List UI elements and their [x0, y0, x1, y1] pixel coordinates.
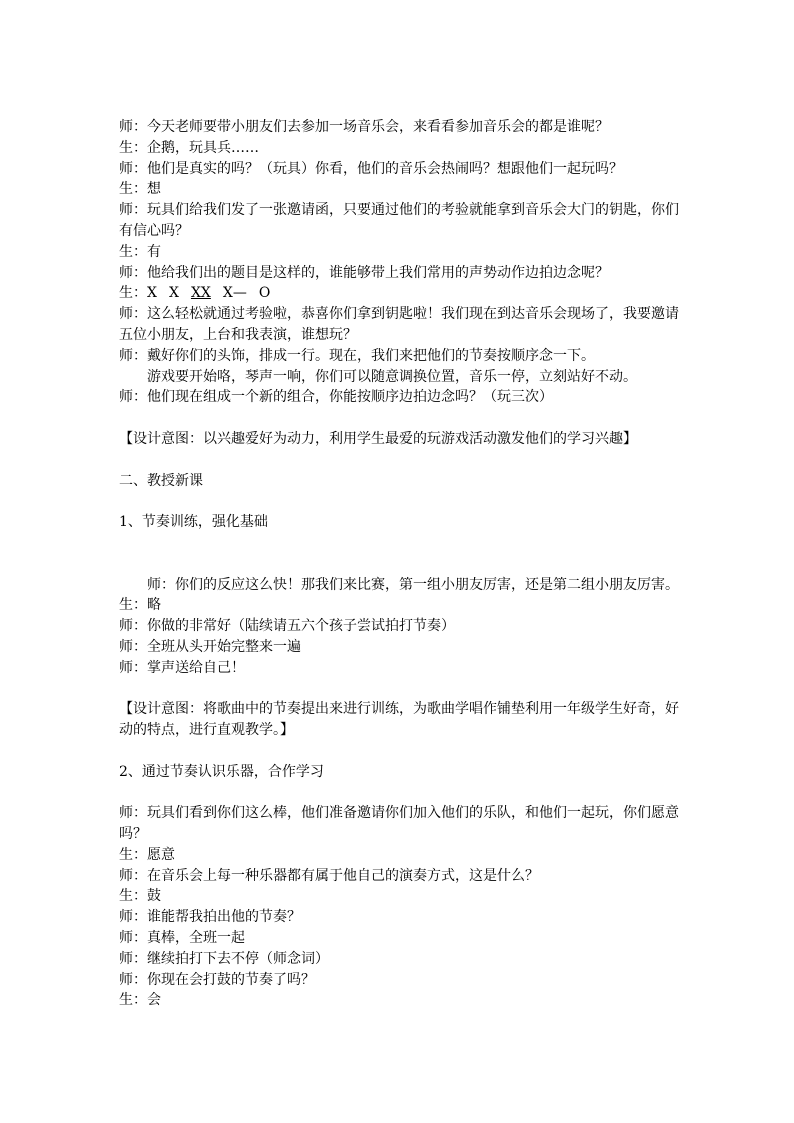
- dialogue-line: 师：玩具们给我们发了一张邀请函，只要通过他们的考验就能拿到音乐会大门的钥匙，你们有信心吗？: [119, 202, 679, 239]
- rhythm-note-eighths: XX: [190, 285, 211, 302]
- dialogue-line: 师：玩具们看到你们这么棒，他们准备邀请你们加入他们的乐队，和他们一起玩，你们愿意吗？: [119, 805, 679, 843]
- design-intent: 【设计意图：将歌曲中的节奏提出来进行训练，为歌曲学唱作铺垫利用一年级学生好奇，好动的特点，进行直观教学。】: [119, 701, 679, 739]
- dialogue-line: 师：他们是真实的吗？（玩具）你看，他们的音乐会热闹吗？想跟他们一起玩吗？: [119, 160, 623, 177]
- dialogue-line: 师：在音乐会上每一种乐器都有属于他自己的演奏方式，这是什么？: [119, 867, 539, 884]
- spacer: [119, 450, 679, 471]
- spacer: [119, 491, 679, 512]
- dialogue-line: 生：愿意: [119, 846, 175, 863]
- subsection-heading: 2、通过节奏认识乐器，合作学习: [119, 763, 324, 780]
- rhythm-note: X: [168, 285, 179, 302]
- design-intent: 【设计意图：以兴趣爱好为动力，利用学生最爱的玩游戏活动激发他们的学习兴趣】: [119, 430, 637, 447]
- document-body: [119, 117, 679, 1011]
- dialogue-line: 生：想: [119, 181, 161, 198]
- dialogue-line: 师：他们现在组成一个新的组合，你能按顺序边拍边念吗？（玩三次）: [119, 389, 553, 406]
- dialogue-line: 生：有: [119, 243, 161, 260]
- dialogue-line: 师：全班从头开始完整来一遍: [119, 638, 301, 655]
- rhythm-rest: O: [258, 285, 271, 302]
- dialogue-line: 师：真棒，全班一起: [119, 930, 245, 947]
- dialogue-line: 生：鼓: [119, 888, 161, 905]
- dialogue-line: 师：你现在会打鼓的节奏了吗？: [119, 971, 315, 988]
- dialogue-line: 师：继续拍打下去不停（师念词）: [119, 950, 329, 967]
- dialogue-line: 师：谁能帮我拍出他的节奏？: [119, 909, 301, 926]
- spacer: [119, 783, 679, 804]
- rhythm-prefix: 生：: [119, 285, 147, 302]
- dialogue-line: 生：会: [119, 992, 161, 1009]
- dialogue-line: 师：今天老师要带小朋友们去参加一场音乐会，来看看参加音乐会的都是谁呢？: [119, 119, 609, 135]
- section-heading: 二、教授新课: [119, 472, 203, 489]
- spacer: [119, 533, 679, 575]
- dialogue-line: 师：掌声送给自己！: [119, 659, 245, 676]
- rhythm-note: X: [147, 285, 157, 302]
- dialogue-line: 生：企鹅，玩具兵……: [119, 139, 259, 156]
- subsection-heading: 1、节奏训练，强化基础: [119, 514, 268, 531]
- dialogue-line: 师：戴好你们的头饰，排成一行。现在，我们来把他们的节奏按顺序念一下。: [119, 347, 595, 364]
- rhythm-note: X—: [222, 285, 247, 302]
- spacer: [119, 741, 679, 762]
- spacer: [119, 408, 679, 429]
- dialogue-line: 师：他给我们出的题目是这样的，谁能够带上我们常用的声势动作边拍边念呢？: [119, 264, 609, 281]
- dialogue-line: 师：你们的反应这么快！那我们来比赛，第一组小朋友厉害，还是第二组小朋友厉害。: [147, 576, 679, 593]
- spacer: [119, 679, 679, 700]
- dialogue-line: 师：这么轻松就通过考验啦，恭喜你们拿到钥匙啦！我们现在到达音乐会现场了，我要邀请五位小朋友，上台和我表演，谁想玩？: [119, 306, 679, 343]
- rhythm-line: [119, 283, 679, 304]
- dialogue-line: 生：略: [119, 597, 161, 614]
- dialogue-line: 游戏要开始咯，琴声一响，你们可以随意调换位置，音乐一停，立刻站好不动。: [147, 368, 637, 385]
- dialogue-line: 师：你做的非常好（陆续请五六个孩子尝试拍打节奏）: [119, 618, 455, 635]
